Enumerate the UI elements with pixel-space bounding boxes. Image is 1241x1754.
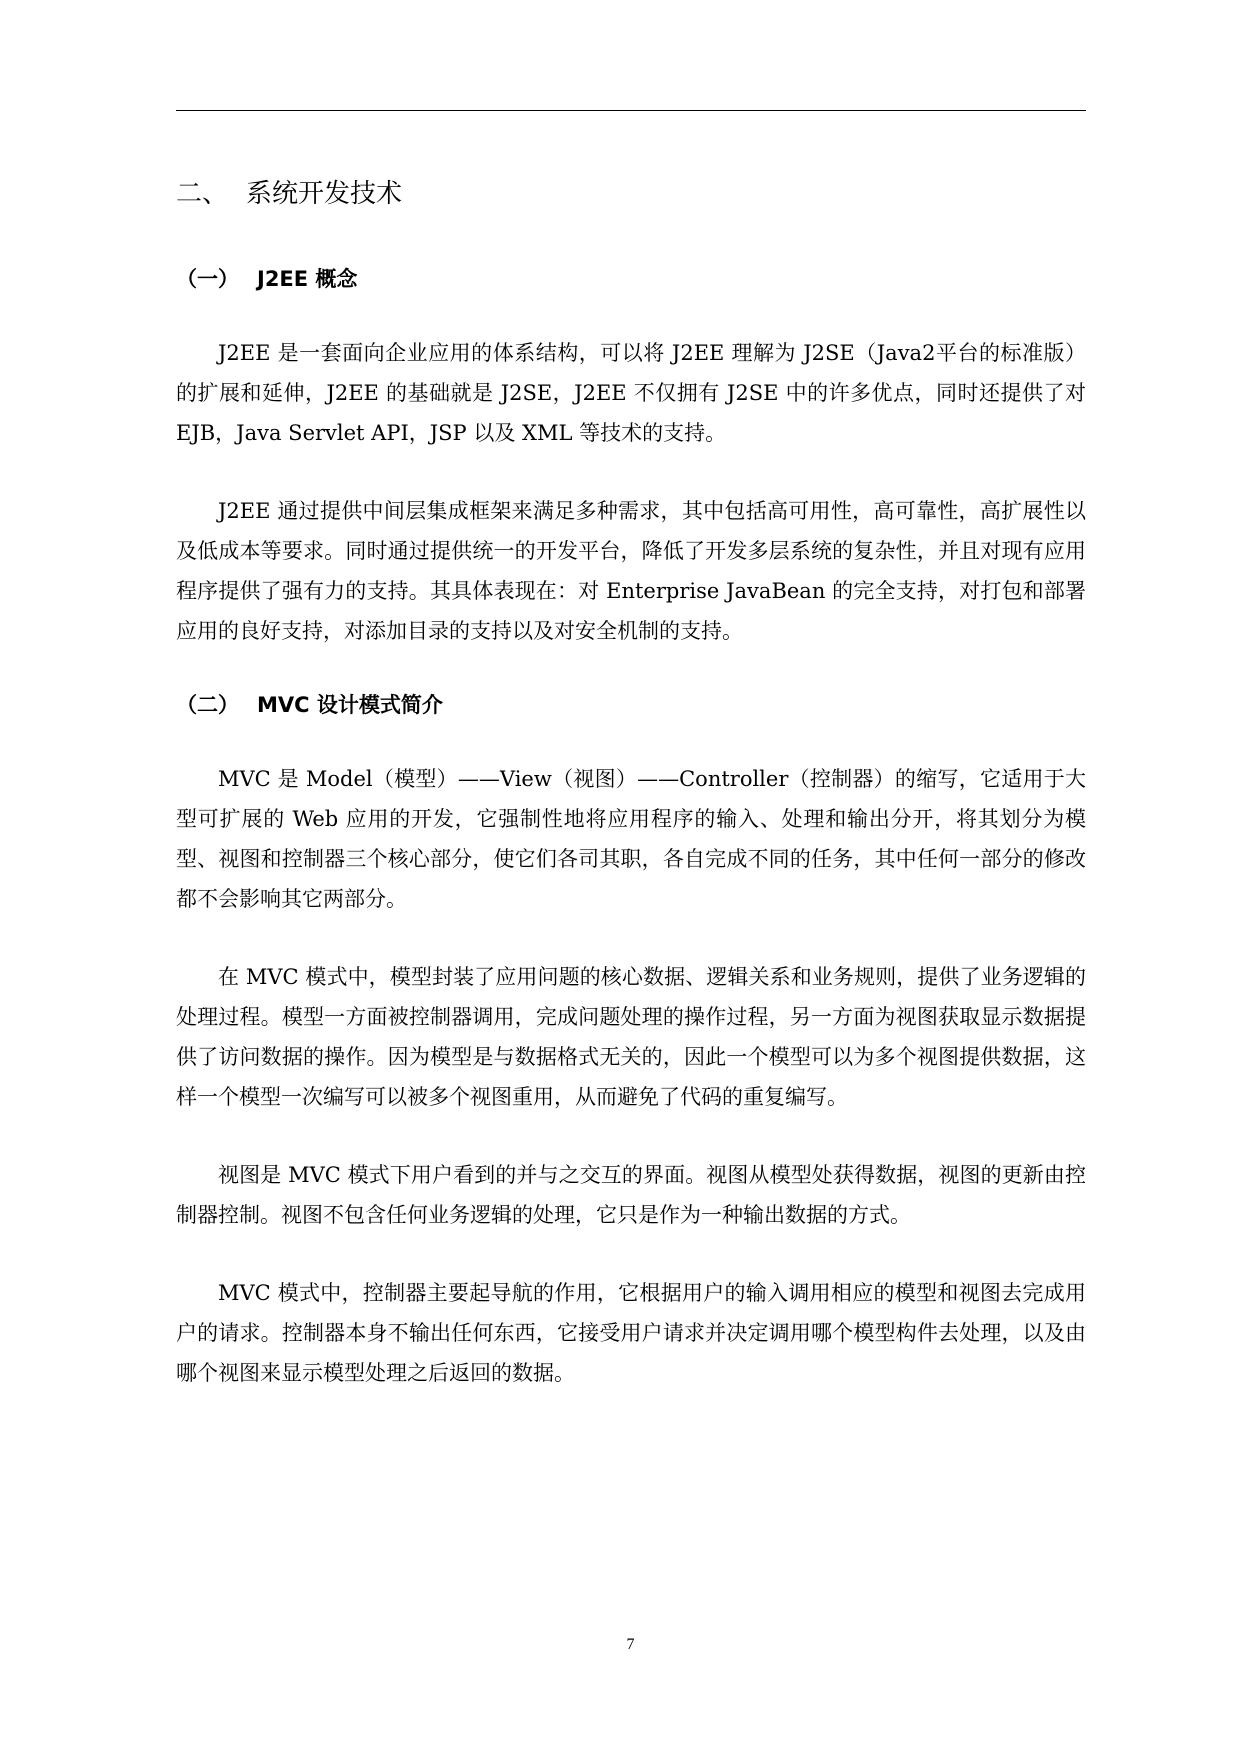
subsection-heading-mvc bbox=[176, 689, 1086, 721]
paragraph: MVC 模式中，控制器主要起导航的作用，它根据用户的输入调用相应的模型和视图去完成用户的请求。控制器本身不输出任何东西，它接受用户请求并决定调用哪个模型构件去处理，以及由哪个视图来显示模型处理之后返回的数据。 bbox=[176, 1281, 1086, 1385]
paragraph: J2EE 通过提供中间层集成框架来满足多种需求，其中包括高可用性，高可靠性，高扩展性以及低成本等要求。同时通过提供统一的开发平台，降低了开发多层系统的复杂性，并且对现有应用程序提供了强有力的支持。其具体表现在：对 Enterprise JavaBean 的完全支持，对打包和部署应用的良好支持，对添加目录的支持以及对安全机制的支持。 bbox=[176, 499, 1086, 643]
subsection-title: J2EE 概念 bbox=[257, 267, 358, 291]
paragraph: 在 MVC 模式中，模型封装了应用问题的核心数据、逻辑关系和业务规则，提供了业务逻辑的处理过程。模型一方面被控制器调用，完成问题处理的操作过程，另一方面为视图获取显示数据提供了访问数据的操作。因为模型是与数据格式无关的，因此一个模型可以为多个视图提供数据，这样一个模型一次编写可以被多个视图重用，从而避免了代码的重复编写。 bbox=[176, 965, 1086, 1109]
subsection-number: （一） bbox=[176, 267, 239, 291]
section-title: 系统开发技术 bbox=[246, 179, 403, 209]
subsection-title: MVC 设计模式简介 bbox=[257, 693, 443, 717]
page-content bbox=[176, 175, 1086, 1431]
subsection-number: （二） bbox=[176, 693, 239, 717]
section-number: 二、 bbox=[176, 179, 229, 209]
subsection-heading-j2ee bbox=[176, 263, 1086, 295]
section-heading bbox=[176, 175, 1086, 213]
paragraph: J2EE 是一套面向企业应用的体系结构，可以将 J2EE 理解为 J2SE（Java2平台的标准版）的扩展和延伸，J2EE 的基础就是 J2SE，J2EE 不仅拥有 J2SE 中的许多优点，同时还提供了对 EJB，Java Servlet API，JSP 以及 XML 等技术的支持。 bbox=[176, 341, 1086, 445]
header-rule bbox=[176, 110, 1086, 111]
page-number: 7 bbox=[626, 1636, 635, 1653]
paragraph: 视图是 MVC 模式下用户看到的并与之交互的界面。视图从模型处获得数据，视图的更新由控制器控制。视图不包含任何业务逻辑的处理，它只是作为一种输出数据的方式。 bbox=[176, 1163, 1086, 1227]
paragraph: MVC 是 Model（模型）——View（视图）——Controller（控制器）的缩写，它适用于大型可扩展的 Web 应用的开发，它强制性地将应用程序的输入、处理和输出分开，将其划分为模型、视图和控制器三个核心部分，使它们各司其职，各自完成不同的任务，其中任何一部分的修改都不会影响其它两部分。 bbox=[176, 767, 1086, 911]
